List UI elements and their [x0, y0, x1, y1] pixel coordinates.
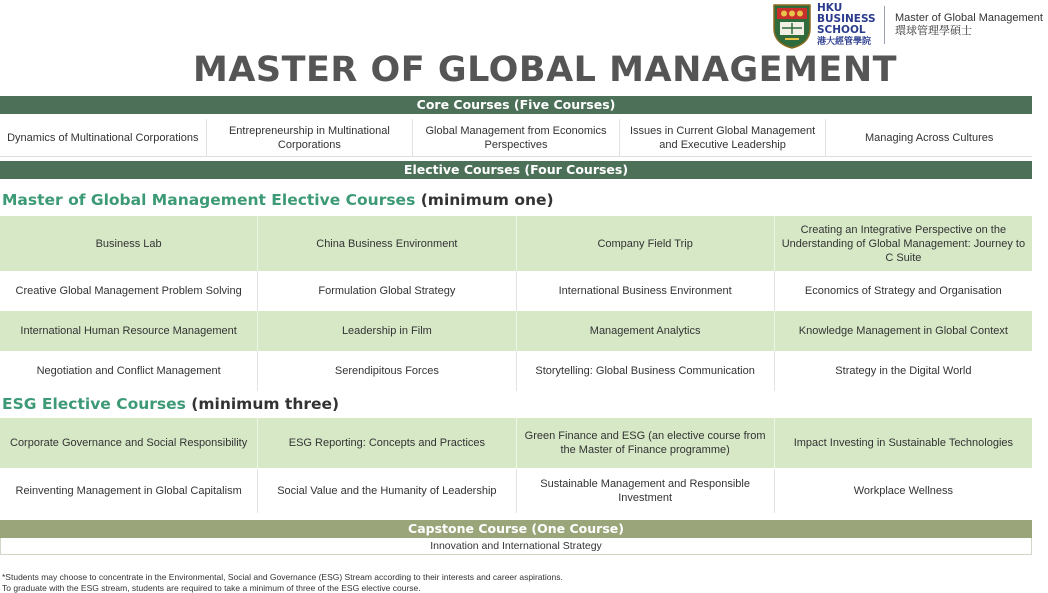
elective-course: Business Lab [0, 216, 258, 271]
esg-elective-row [0, 418, 1032, 468]
esg-electives-note: (minimum three) [191, 395, 340, 413]
footnote: To graduate with the ESG stream, students are required to take a minimum of three of the ESG elective course. [2, 583, 421, 593]
logo-line-2: BUSINESS [817, 13, 876, 25]
core-course: Dynamics of Multinational Corporations [0, 119, 207, 156]
esg-course: Workplace Wellness [853, 485, 953, 497]
page-title: MASTER OF GLOBAL MANAGEMENT [192, 50, 897, 90]
mgm-elective-row [0, 216, 1032, 271]
header-divider [884, 6, 885, 44]
esg-course: Reinventing Management in Global Capitalism [0, 469, 258, 513]
capstone-course: Innovation and International Strategy [0, 538, 1032, 555]
esg-course: Impact Investing in Sustainable Technologies [793, 437, 1014, 449]
elective-course: Company Field Trip [517, 216, 775, 271]
mgm-electives-label: Master of Global Management Elective Courses [2, 191, 416, 209]
core-course: Entrepreneurship in Multinational Corporations [207, 119, 414, 156]
elective-course: Negotiation and Conflict Management [0, 351, 258, 391]
capstone-heading: Capstone Course (One Course) [0, 520, 1032, 538]
hku-business-school-wordmark [817, 3, 876, 48]
core-courses-row [0, 119, 1032, 157]
program-name-cn: 環球管理學碩士 [895, 25, 972, 37]
elective-course: Economics of Strategy and Organisation [804, 285, 1002, 297]
footnote: *Students may choose to concentrate in the Environmental, Social and Governance (ESG) Stream according to their interests and career aspirations. [2, 572, 563, 582]
program-name [895, 12, 1043, 38]
program-name-en: Master of Global Management [895, 12, 1043, 24]
core-courses-heading: Core Courses (Five Courses) [0, 96, 1032, 114]
esg-elective-row [0, 469, 1032, 513]
esg-course: Corporate Governance and Social Responsibility [0, 418, 258, 468]
core-course: Managing Across Cultures [864, 131, 994, 144]
hku-crest-icon [772, 3, 812, 49]
esg-course: Sustainable Management and Responsible Investment [517, 469, 775, 513]
elective-course: Creating an Integrative Perspective on the Understanding of Global Management: Journey to C Suite [781, 223, 1026, 264]
elective-course: China Business Environment [258, 216, 516, 271]
core-course: Global Management from Economics Perspectives [413, 119, 620, 156]
mgm-elective-row [0, 351, 1032, 391]
elective-course: Creative Global Management Problem Solving [0, 271, 258, 311]
elective-course: Serendipitous Forces [258, 351, 516, 391]
elective-course: Strategy in the Digital World [835, 365, 972, 377]
logo-line-3: SCHOOL [817, 24, 866, 36]
logo-line-1: HKU [817, 2, 843, 14]
elective-course: Leadership in Film [258, 311, 516, 351]
mgm-elective-row [0, 311, 1032, 351]
esg-electives-heading [2, 395, 339, 413]
elective-course: International Business Environment [517, 271, 775, 311]
core-course: Issues in Current Global Management and Executive Leadership [620, 119, 827, 156]
esg-electives-label: ESG Elective Courses [2, 395, 186, 413]
logo-chinese-name: 港大經管學院 [817, 37, 872, 47]
esg-course: Green Finance and ESG (an elective course from the Master of Finance programme) [517, 418, 775, 468]
mgm-electives-heading [2, 191, 554, 209]
elective-course: Formulation Global Strategy [258, 271, 516, 311]
esg-course: Social Value and the Humanity of Leadership [258, 469, 516, 513]
mgm-electives-note: (minimum one) [420, 191, 554, 209]
elective-course: Knowledge Management in Global Context [798, 325, 1008, 337]
mgm-elective-row [0, 271, 1032, 311]
elective-course: Management Analytics [517, 311, 775, 351]
elective-course: Storytelling: Global Business Communication [517, 351, 775, 391]
esg-course: ESG Reporting: Concepts and Practices [258, 418, 516, 468]
elective-courses-heading: Elective Courses (Four Courses) [0, 161, 1032, 179]
elective-course: International Human Resource Management [0, 311, 258, 351]
